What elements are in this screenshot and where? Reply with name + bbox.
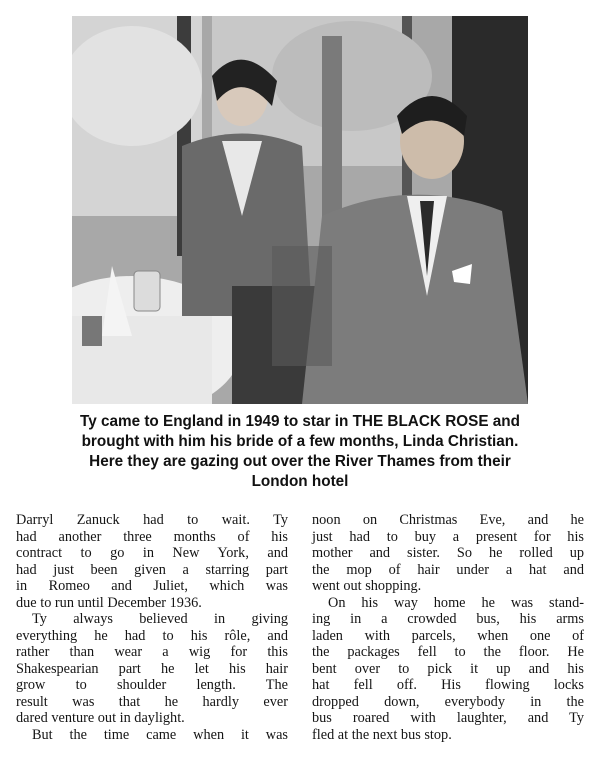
- caption-line: Here they are gazing out over the River Thames from their: [89, 453, 511, 470]
- text-line: mother and sister. So he rolled up: [312, 545, 584, 561]
- caption-line: Ty came to England in 1949 to star in THE BLACK ROSE and: [79, 413, 520, 430]
- text-line: On his way home he was stand-: [328, 594, 584, 611]
- text-line: the mop of hair under a hat and: [312, 561, 584, 578]
- text-line: bent over to pick it up and his: [312, 660, 584, 677]
- text-line: had just been given a starring part: [16, 561, 288, 578]
- text-line: everything he had to his rôle, and: [16, 627, 288, 644]
- article-left-column: [16, 512, 288, 743]
- text-line: Darryl Zanuck had to wait. Ty: [16, 512, 288, 528]
- text-line: Ty always believed in giving: [32, 611, 288, 627]
- text-line: had another three months of his: [16, 528, 288, 545]
- text-line: noon on Christmas Eve, and he: [312, 512, 584, 528]
- text-line: in Romeo and Juliet, which was: [16, 578, 288, 594]
- text-line: But the time came when it was: [32, 726, 288, 743]
- photograph-icon: [72, 16, 528, 404]
- text-line: the packages fell to the floor. He: [312, 644, 584, 660]
- photo-caption: [30, 412, 570, 492]
- text-line: ing in a crowded bus, his arms: [312, 611, 584, 627]
- text-line: rather than wear a wig for this: [16, 644, 288, 660]
- text-line: grow to shoulder length. The: [16, 677, 288, 693]
- text-line: dropped down, everybody in the: [312, 693, 584, 710]
- caption-line: London hotel: [251, 473, 349, 490]
- text-line: Shakespearian part he let his hair: [16, 660, 288, 677]
- text-line: result was that he hardly ever: [16, 693, 288, 710]
- text-line: due to run until December 1936.: [16, 594, 202, 611]
- text-line: laden with parcels, when one of: [312, 627, 584, 644]
- caption-line: brought with him his bride of a few months, Linda Christian.: [81, 433, 519, 450]
- photograph: [72, 16, 528, 404]
- text-line: bus roared with laughter, and Ty: [312, 710, 584, 726]
- text-line: went out shopping.: [312, 578, 422, 594]
- article-right-column: [312, 512, 584, 743]
- text-line: fled at the next bus stop.: [312, 726, 452, 743]
- text-line: hat fell off. His flowing locks: [312, 677, 584, 693]
- text-line: just had to buy a present for his: [312, 528, 584, 545]
- text-line: dared venture out in daylight.: [16, 710, 185, 726]
- text-line: contract to go in New York, and: [16, 545, 288, 561]
